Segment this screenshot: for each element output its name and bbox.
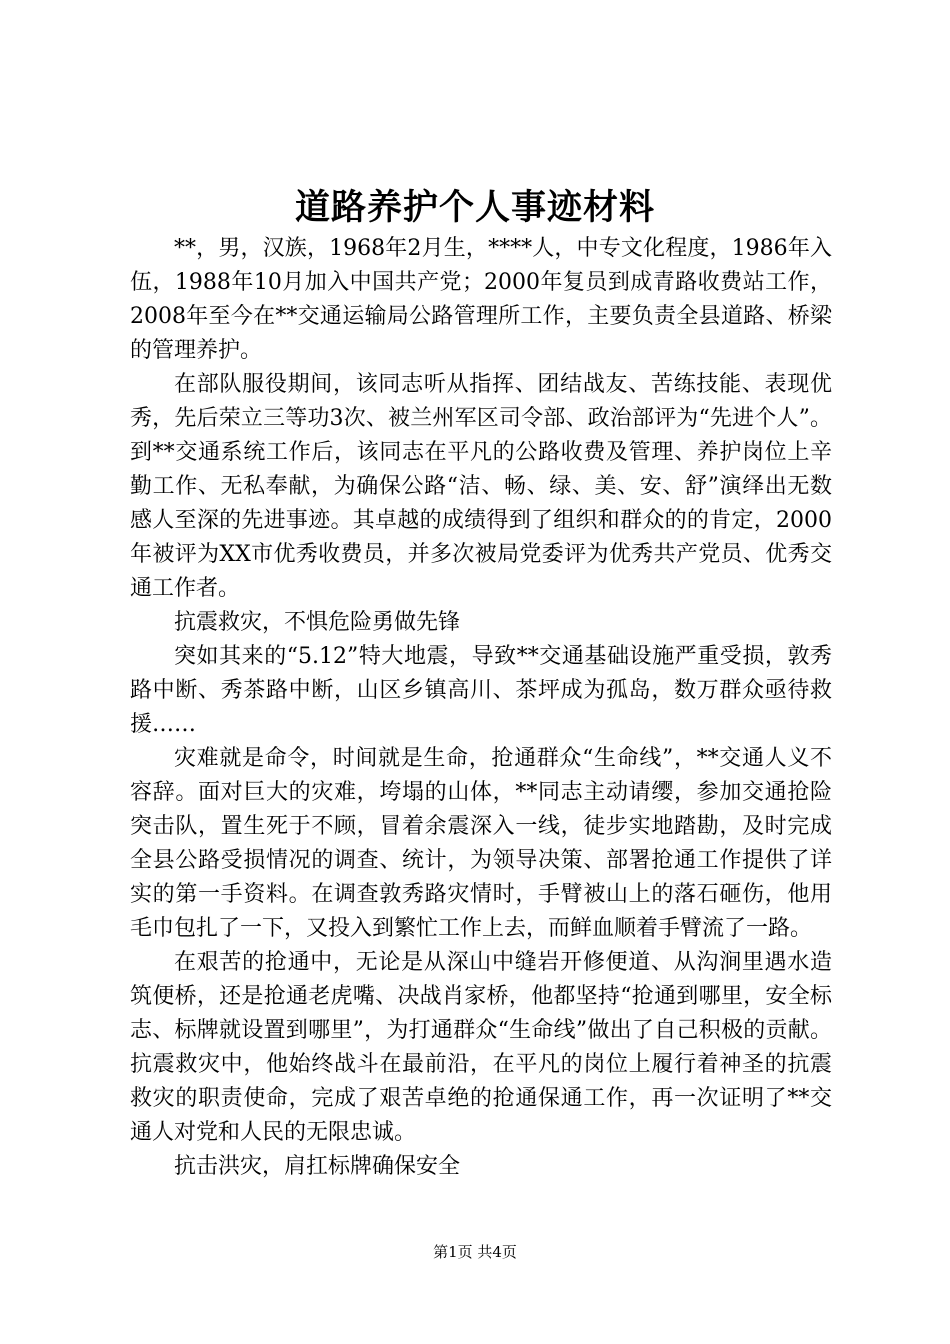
document-body [130, 232, 832, 1184]
paragraph-road-repair: 在艰苦的抢通中，无论是从深山中缝岩开修便道、从沟涧里遇水造筑便桥，还是抢通老虎嘴、决战肖家桥，他都坚持“抢通到哪里，安全标志、标牌就设置到哪里”，为打通群众“生命线”做出了自己积极的贡献。抗震救灾中，他始终战斗在最前沿，在平凡的岗位上履行着神圣的抗震救灾的职责使命，完成了艰苦卓绝的抢通保通工作，再一次证明了**交通人对党和人民的无限忠诚。 [130, 950, 832, 1145]
paragraph-intro: **，男，汉族，1968年2月生，****人，中专文化程度，1986年入伍，1988年10月加入中国共产党；2000年复员到成青路收费站工作，2008年至今在**交通运输局公路管理所工作，主要负责全县道路、桥梁的管理养护。 [130, 236, 832, 363]
section-heading-earthquake: 抗震救灾，不惧危险勇做先锋 [174, 610, 461, 635]
paragraph-military-service: 在部队服役期间，该同志听从指挥、团结战友、苦练技能、表现优秀，先后荣立三等功3次、被兰州军区司令部、政治部评为“先进个人”。到**交通系统工作后，该同志在平凡的公路收费及管理、养护岗位上辛勤工作、无私奉献，为确保公路“洁、畅、绿、美、安、舒”演绎出无数感人至深的先进事迹。其卓越的成绩得到了组织和群众的的肯定，2000年被评为XX市优秀收费员，并多次被局党委评为优秀共产党员、优秀交通工作者。 [130, 372, 832, 601]
page-number-footer: 第1页 共4页 [433, 1243, 517, 1261]
document-title: 道路养护个人事迹材料 [294, 187, 655, 228]
paragraph-earthquake-damage: 突如其来的“5.12”特大地震，导致**交通基础设施严重受损，敦秀路中断、秀茶路中断，山区乡镇高川、茶坪成为孤岛，数万群众亟待救援…… [130, 644, 832, 737]
section-heading-flood: 抗击洪灾，肩扛标牌确保安全 [174, 1154, 461, 1179]
paragraph-emergency-response: 灾难就是命令，时间就是生命，抢通群众“生命线”，**交通人义不容辞。面对巨大的灾难，垮塌的山体，**同志主动请缨，参加交通抢险突击队，置生死于不顾，冒着余震深入一线，徒步实地踏勘，及时完成全县公路受损情况的调查、统计，为领导决策、部署抢通工作提供了详实的第一手资料。在调查敦秀路灾情时，手臂被山上的落石砸伤，他用毛巾包扎了一下，又投入到繁忙工作上去，而鲜血顺着手臂流了一路。 [130, 746, 832, 941]
